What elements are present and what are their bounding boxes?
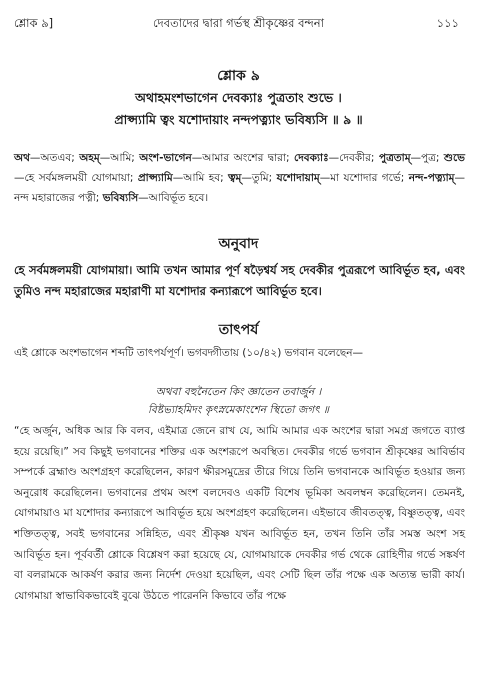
synonym-meaning: —দেবকীর;	[328, 152, 379, 164]
synonym-term: অহম্	[79, 152, 100, 164]
synonym-meaning: —আবির্ভূত হবে।	[138, 192, 209, 204]
purport-intro: এই শ্লোকে অংশভাগেন শব্দটি তাৎপর্যপূর্ণ। ভগবদ্গীতায় (১০/৪২) ভগবান বলেছেন—	[14, 347, 364, 359]
synonym-term: নন্দ-পত্ন্যাম্	[408, 172, 455, 184]
synonym-term: যশোদায়াম্	[276, 172, 320, 184]
synonym-meaning: —আমি হব;	[172, 172, 229, 184]
synonym-meaning: —হে সর্বমঙ্গলময়ী যোগমায়া;	[14, 172, 138, 184]
purport-heading: তাৎপর্য	[218, 322, 259, 338]
header-verse-ref: শ্লোক ৯]	[14, 16, 54, 30]
synonyms-paragraph	[14, 148, 465, 208]
running-header	[14, 15, 463, 31]
synonym-meaning: —পুত্র;	[410, 152, 444, 164]
verse-line-1: অথাহমংশভাগেন দেবক্যাঃ পুত্রতাং শুভে ।	[135, 90, 342, 105]
translation-text: হে সর্বমঙ্গলময়ী যোগমায়া। আমি তখন আমার পূর্ণ ষড়ৈশ্বর্য সহ দেবকীর পুত্ররূপে আবির্ভূত হব, এবং তুমিও নন্দ মহারাজের মহারাণী মা যশোদার কন্যারূপে আবির্ভূত হবে।	[14, 263, 465, 298]
synonym-term: পুত্রতাম্	[378, 152, 411, 164]
synonym-meaning: —অতএব;	[29, 152, 80, 164]
synonym-meaning: —মা যশোদার গর্ভে;	[319, 172, 409, 184]
synonym-term: শুভে	[443, 152, 465, 164]
gita-quote-line-2: বিষ্টভ্যাহমিদং কৃৎস্নমেকাংশেন স্থিতো জগৎ ॥	[148, 404, 329, 416]
verse-line-2: প্রাপ্স্যামি ত্বং যশোদায়াং নন্দপত্ন্যাং ভবিষ্যসি ॥ ৯ ॥	[114, 112, 363, 127]
purport-body: “হে অর্জুন, অধিক আর কি বলব, এইমাত্র জেনে রাখ যে, আমি আমার এক অংশের দ্বারা সমগ্র জগতে ব্যাপ্ত হয়ে রয়েছি।” সব কিছুই ভগবানের শক্তির এক অংশরূপে অবস্থিত। দেবকীর গর্ভে ভগবান শ্রীকৃষ্ণের আবির্ভাব সম্পর্কে ব্রহ্মাণ্ড অংশগ্রহণ করেছিলেন, কারণ ক্ষীরসমুদ্রের তীরে গিয়ে তিনি ভগবানকে আবির্ভূত হওয়ার জন্য অনুরোধ করেছিলেন। ভগবানের প্রথম অংশ বলদেবও একটি বিশেষ ভূমিকা অবলম্বন করেছিলেন। তেমনই, যোগমায়াও মা যশোদার কন্যারূপে আবির্ভূত হয়ে অংশগ্রহণ করেছিলেন। এইভাবে জীবতত্ত্ব, বিষ্ণুতত্ত্ব, এবং শক্তিতত্ত্ব, সবই ভগবানের সন্নিহিত, এবং শ্রীকৃষ্ণ যখন আবির্ভূত হন, তখন তিনি তাঁর সমস্ত অংশ সহ আবির্ভূত হন। পূর্ববর্তী শ্লোকে বিশ্লেষণ করা হয়েছে যে, যোগমায়াকে দেবকীর গর্ভ থেকে রোহিণীর গর্ভে সঙ্কর্ষণ বা বলরামকে আকর্ষণ করার জন্য নির্দেশ দেওয়া হয়েছিল, এবং সেটি ছিল তাঁর পক্ষে এক অত্যন্ত ভারী কার্য। যোগমায়া স্বাভাবিকভাবেই বুঝে উঠতে পারেননি কিভাবে তাঁর পক্ষে	[14, 425, 465, 602]
synonym-term: ত্বম্	[228, 172, 242, 184]
page-number: ১১১	[436, 16, 459, 30]
synonym-term: অথ	[14, 152, 30, 164]
synonym-meaning: —তুমি;	[241, 172, 277, 184]
gita-quote-line-1: অথবা বহুনৈতেন কিং জ্ঞাতেন তবার্জুন ।	[155, 386, 322, 398]
translation-heading: অনুবাদ	[218, 236, 259, 252]
synonym-term: প্রাপ্স্যামি	[137, 172, 173, 184]
synonym-term: ভবিষ্যসি	[102, 192, 139, 204]
synonym-term: দেবক্যাঃ	[294, 152, 329, 164]
verse-number: শ্লোক ৯	[217, 68, 260, 84]
synonym-term: অংশ-ভাগেন	[139, 152, 192, 164]
synonym-meaning: —আমি;	[99, 152, 140, 164]
synonym-meaning: —আমার অংশের দ্বারা;	[191, 152, 295, 164]
header-chapter-title: দেবতাদের দ্বারা গর্ভস্থ শ্রীকৃষ্ণের বন্দনা	[152, 16, 324, 30]
synonym-meaning: —নন্দ মহারাজের পত্নী;	[14, 172, 465, 204]
